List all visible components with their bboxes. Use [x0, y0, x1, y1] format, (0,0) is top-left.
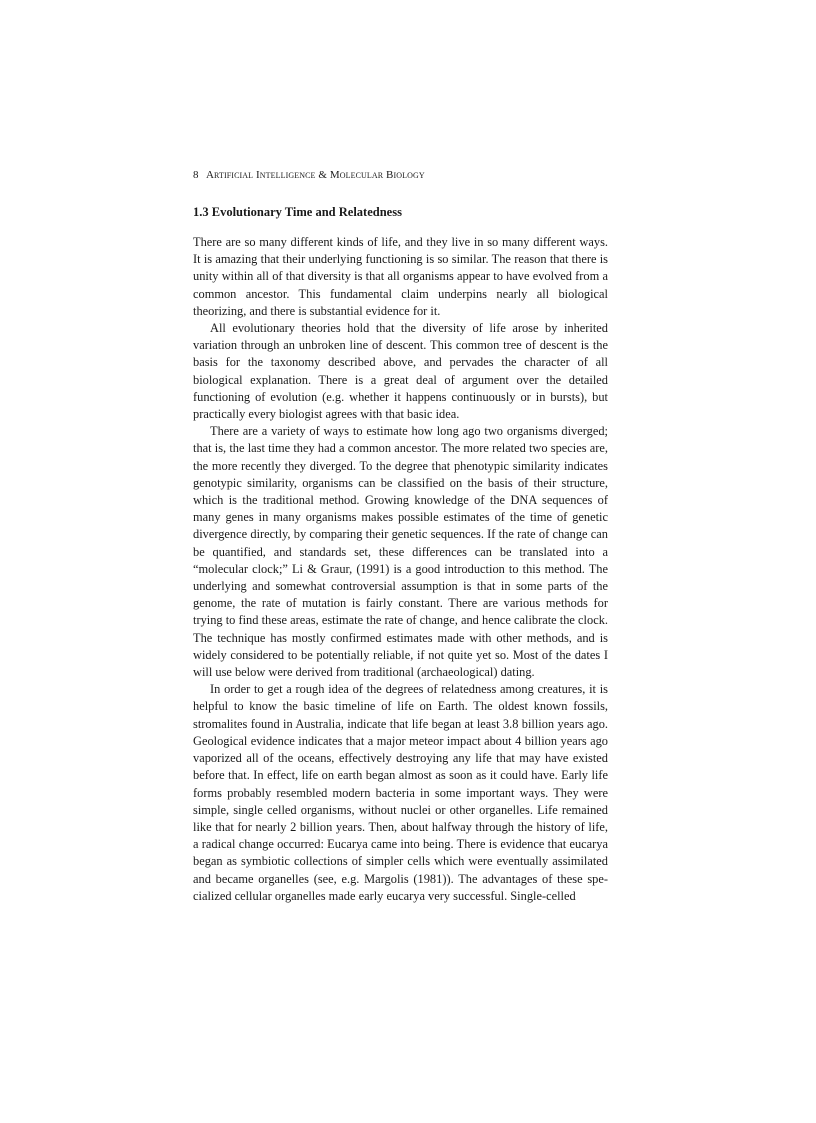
- paragraph-3: There are a variety of ways to estimate how long ago two organisms diverged; that is, the last time they had a common ancestor. The more related two species are, the more recently they diverged. To the degree that phenotypic similarity indicates genotypic similarity, organisms can be classified on the basis of their structure, which is the traditional method. Growing knowledge of the DNA sequences of many genes in many organisms makes possible estimates of the time of genetic divergence directly, by comparing their genetic sequences. If the rate of change can be quantified, and standards set, these differences can be translated into a “molecular clock;” Li & Graur, (1991) is a good introduction to this method. The underlying and somewhat controversial assumption is that in some parts of the genome, the rate of mutation is fairly constant. There are various methods for trying to find these areas, estimate the rate of change, and hence calibrate the clock. The technique has mostly confirmed estimates made with other methods, and is widely considered to be potentially reliable, if not quite yet so. Most of the dates I will use below were derived from traditional (archaeological) dating.: [193, 424, 608, 680]
- running-header: [193, 168, 608, 182]
- running-title: Artificial Intelligence & Molecular Biology: [206, 169, 425, 181]
- paragraph-2: All evolutionary theories hold that the diversity of life arose by inherited variation through an unbroken line of descent. This common tree of descent is the basis for the taxonomy described above, and pervades the character of all biological explanation. There is a great deal of argument over the detailed functioning of evolution (e.g. whether it happens continuously or in bursts), but practically every biologist agrees with that basic idea.: [193, 321, 608, 422]
- section-heading: 1.3 Evolutionary Time and Relatedness: [193, 205, 402, 219]
- paragraph-1: There are so many different kinds of life, and they live in so many different ways. It is amazing that their underlying functioning is so similar. The reason that there is unity within all of that diversity is that all organisms appear to have evolved from a common ancestor. This fundamental claim underpins nearly all biological theorizing, and there is substantial evidence for it.: [193, 235, 608, 318]
- page-number: 8: [193, 169, 199, 181]
- page-content: [193, 168, 608, 905]
- paragraph-4: In order to get a rough idea of the degrees of relatedness among creatures, it is helpful to know the basic timeline of life on Earth. The oldest known fossils, stromalites found in Australia, indicate that life began at least 3.8 billion years ago. Geological evidence indicates that a major meteor impact about 4 billion years ago vaporized all of the oceans, effectively destroying any life that may have existed before that. In effect, life on earth began almost as soon as it could have. Early life forms probably resembled modern bacteria in some important ways. They were simple, single celled organisms, without nuclei or other organelles. Life remained like that for nearly 2 billion years. Then, about halfway through the history of life, a radical change occurred: Eucarya came into being. There is evidence that eucarya began as symbiotic collections of simpler cells which were eventually assimilated and became organelles (see, e.g. Margolis (1981)). The advantages of these specialized cellular organelles made early eucarya very successful. Single-celled: [193, 682, 608, 903]
